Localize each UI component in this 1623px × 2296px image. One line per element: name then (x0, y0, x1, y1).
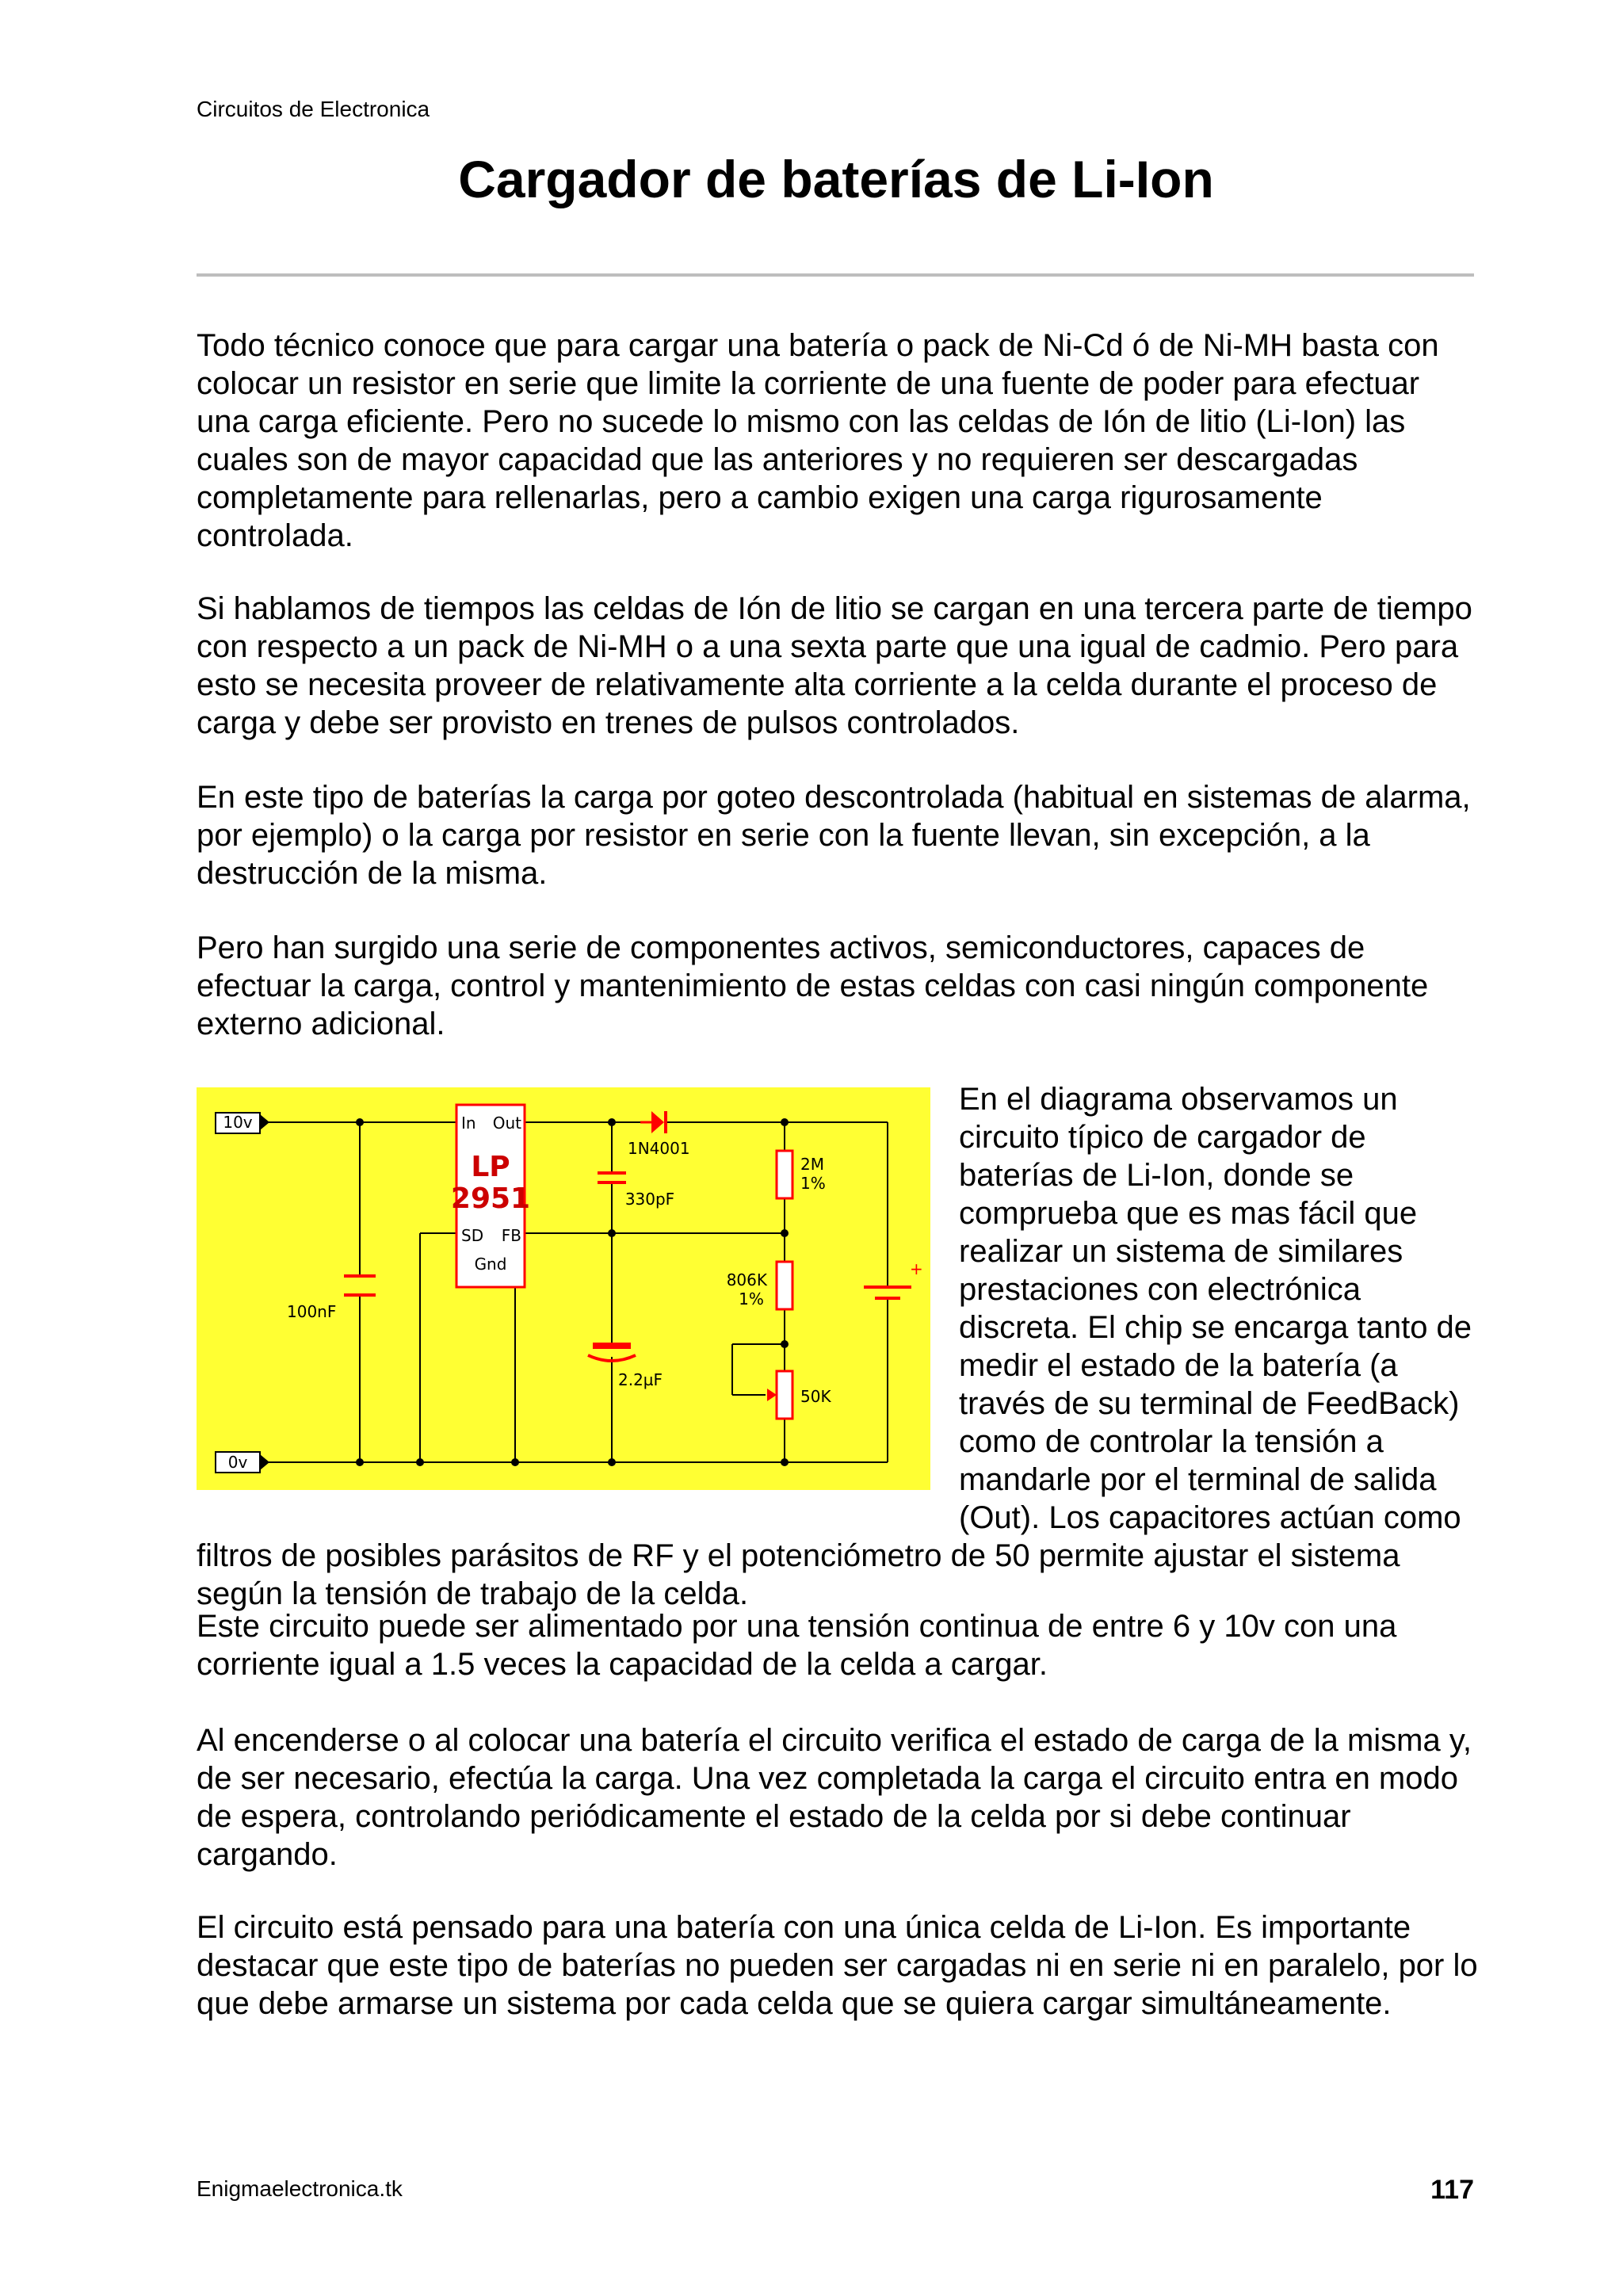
circuit-diagram (197, 1087, 930, 1490)
svg-text:Gnd: Gnd (474, 1255, 507, 1274)
paragraph-operation: Al encenderse o al colocar una batería el circuito verifica el estado de carga de la misma y, de ser necesario, efectúa la carga. Una vez completada la carga el circuito entra en modo de espera, controlando periódicamente el estado de la celda por si debe continuar cargando. (197, 1723, 1472, 1872)
svg-text:100nF: 100nF (287, 1302, 337, 1321)
svg-text:1N4001: 1N4001 (628, 1139, 690, 1158)
paragraph-trickle-charge: En este tipo de baterías la carga por goteo descontrolada (habitual en sistemas de alarma, por ejemplo) o la carga por resistor en serie con la fuente llevan, sin excepción, a la destrucción de la misma. (197, 780, 1471, 891)
svg-text:2.2µF: 2.2µF (618, 1370, 663, 1389)
svg-text:SD: SD (461, 1226, 484, 1245)
paragraph-intro: Todo técnico conoce que para cargar una batería o pack de Ni-Cd ó de Ni-MH basta con colocar un resistor en serie que limite la corriente de una fuente de poder para efectuar una carga eficiente. Pero no sucede lo mismo con las celdas de Ión de litio (Li-Ion) las cuales son de mayor capacidad que las anteriores y no requieren ser descargadas completamente para rellenarlas, pero a cambio exigen una carga rigurosamente controlada. (197, 328, 1439, 553)
svg-text:LP: LP (471, 1151, 510, 1183)
svg-text:806K: 806K (726, 1270, 767, 1289)
page-number: 117 (1430, 2175, 1474, 2205)
paragraph-single-cell: El circuito está pensado para una batería con una única celda de Li-Ion. Es importante destacar que este tipo de baterías no pueden ser cargadas ni en serie ni en paralelo, por lo que debe armarse un sistema por cada celda que se quiera cargar simultáneamente. (197, 1910, 1478, 2021)
running-header: Circuitos de Electronica (197, 97, 430, 121)
footer-site: Enigmaelectronica.tk (197, 2176, 403, 2201)
svg-text:+: + (910, 1259, 923, 1278)
paragraph-power-supply: Este circuito puede ser alimentado por una tensión continua de entre 6 y 10v con una corriente igual a 1.5 veces la capacidad de la celda a cargar. (197, 1609, 1397, 1682)
circuit-background (197, 1087, 930, 1490)
svg-text:1%: 1% (800, 1174, 826, 1193)
svg-text:In: In (461, 1114, 476, 1133)
svg-text:330pF: 330pF (624, 1190, 675, 1209)
svg-text:0v: 0v (227, 1453, 248, 1472)
paragraph-diagram-description: En el diagrama observamos un circuito típico de cargador de baterías de Li-Ion, donde se comprueba que es mas fácil que realizar un sistema de similares prestaciones con electrónica discreta. El chip se encarga tanto de medir el estado de la batería (a través de su terminal de FeedBack) como de controlar la tensión a mandarle por el terminal de salida (Out). Los capacitores actúan como filtros de posibles parásitos de RF y el potenciómetro de 50 permite ajustar el sistema según la tensión de trabajo de la celda. (197, 1082, 1472, 1611)
svg-text:Out: Out (492, 1114, 521, 1133)
svg-text:FB: FB (501, 1226, 521, 1245)
page-title: Cargador de baterías de Li-Ion (458, 150, 1214, 208)
svg-text:2951: 2951 (450, 1182, 531, 1215)
resistor-2m (777, 1151, 826, 1198)
chip-lp2951 (451, 1105, 530, 1287)
svg-text:50K: 50K (800, 1387, 831, 1406)
title-divider (197, 273, 1474, 277)
paragraph-components: Pero han surgido una serie de componentes activos, semiconductores, capaces de efectuar la carga, control y mantenimiento de estas celdas con casi ningún componente externo adicional. (197, 930, 1429, 1041)
paragraph-charge-time: Si hablamos de tiempos las celdas de Ión de litio se cargan en una tercera parte de tiempo con respecto a un pack de Ni-MH o a una sexta parte que una igual de cadmio. Pero para esto se necesita proveer de relativamente alta corriente a la celda durante el proceso de carga y debe ser provisto en trenes de pulsos controlados. (197, 591, 1472, 740)
svg-text:10v: 10v (223, 1113, 253, 1132)
svg-text:2M: 2M (800, 1155, 824, 1174)
svg-text:1%: 1% (739, 1289, 764, 1308)
